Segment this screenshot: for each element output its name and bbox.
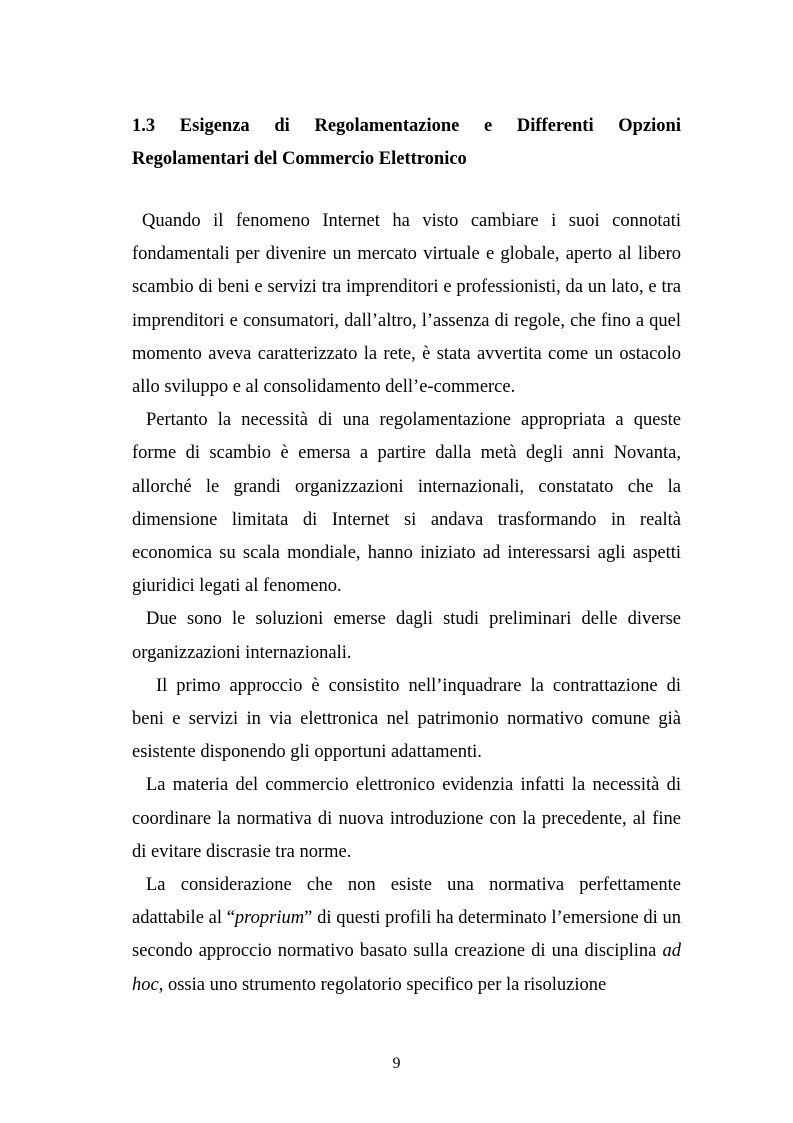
paragraph-6-italic-proprium: proprium: [234, 908, 305, 929]
paragraph-2: Pertanto la necessità di una regolamentazione appropriata a queste forme di scambio è emersa a partire dalla metà degli anni Novanta, allorché le grandi organizzazioni internazionali, constatato che la dimensione limitata di Internet si andava trasformando in realtà economica su scala mondiale, hanno iniziato ad interessarsi agli aspetti giuridici legati al fenomeno.: [132, 410, 681, 597]
paragraph-6-italic-ad-hoc: ad hoc: [132, 941, 681, 995]
paragraph-6-text-1: La considerazione che non esiste una normativa perfettamente adattabile al “: [132, 875, 681, 929]
paragraph-3: Due sono le soluzioni emerse dagli studi preliminari delle diverse organizzazioni internazionali.: [132, 609, 681, 663]
paragraph-5: La materia del commercio elettronico evidenzia infatti la necessità di coordinare la normativa di nuova introduzione con la precedente, al fine di evitare discrasie tra norme.: [132, 775, 681, 862]
paragraph-1: Quando il fenomeno Internet ha visto cambiare i suoi connotati fondamentali per divenire un mercato virtuale e globale, aperto al libero scambio di beni e servizi tra imprenditori e professionisti, da un lato, e tra imprenditori e consumatori, dall’altro, l’assenza di regole, che fino a quel momento aveva caratterizzato la rete, è stata avvertita come un ostacolo allo sviluppo e al consolidamento dell’e-commerce.: [132, 211, 681, 398]
section-heading: 1.3 Esigenza di Regolamentazione e Differenti Opzioni Regolamentari del Commercio Elettronico: [132, 116, 681, 169]
body-text: [132, 205, 681, 1002]
paragraph-6: [132, 869, 681, 1002]
paragraph-4: Il primo approccio è consistito nell’inquadrare la contrattazione di beni e servizi in via elettronica nel patrimonio normativo comune già esistente disponendo gli opportuni adattamenti.: [132, 675, 681, 763]
paragraph-6-text-3: , ossia uno strumento regolatorio specifico per la risoluzione: [158, 974, 607, 995]
paragraph-6-text-2: ” di questi profili ha determinato l’emersione di un secondo approccio normativo basato sulla creazione di una disciplina: [132, 908, 682, 962]
page-number: 9: [392, 1055, 401, 1072]
